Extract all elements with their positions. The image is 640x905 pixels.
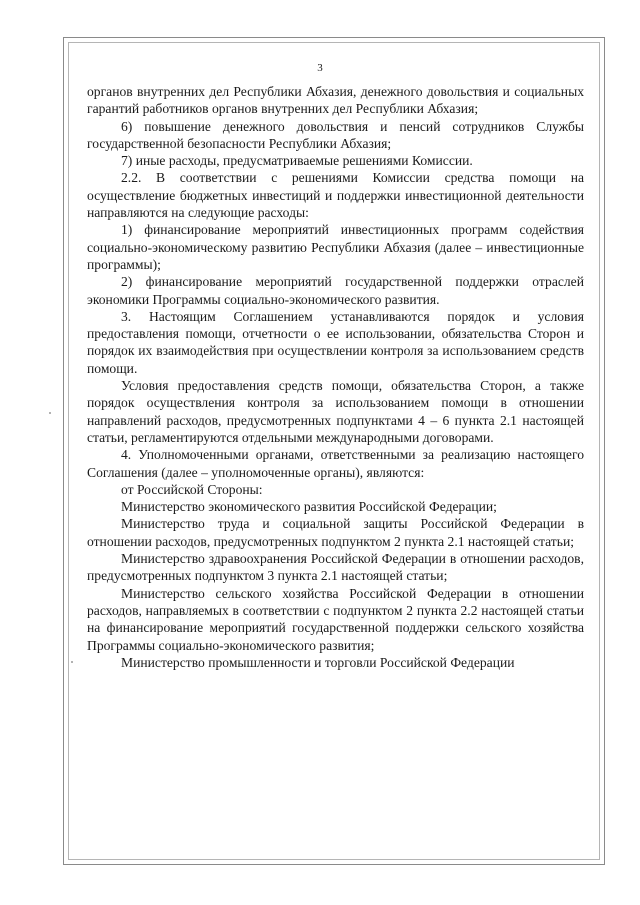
paragraph: от Российской Стороны: (121, 481, 263, 497)
paragraph: Министерство промышленности и торговли Российской Федерации (121, 654, 515, 670)
paragraph: Министерство труда и социальной защиты Российской Федерации в отношении расходов, предусмотренных подпунктом 2 пункта 2.1 настоящей статьи; (87, 516, 584, 549)
paragraph: 7) иные расходы, предусматриваемые решениями Комиссии. (121, 153, 473, 169)
page-number: 3 (317, 62, 323, 74)
paragraph: Условия предоставления средств помощи, обязательства Сторон, а также порядок осуществления контроля за использованием помощи в отношении направлений расходов, предусмотренных подпунктами 4 – 6 пункта 2.1 настоящей статьи, регламентируются отдельными международными договорами. (87, 378, 584, 445)
paragraph: Министерство здравоохранения Российской Федерации в отношении расходов, предусмотренных подпунктом 3 пункта 2.1 настоящей статьи; (87, 551, 584, 584)
paragraph: 2) финансирование мероприятий государственной поддержки отраслей экономики Программы социально-экономического развития. (87, 274, 584, 307)
scan-speck (49, 412, 51, 414)
paragraph: 2.2. В соответствии с решениями Комиссии средства помощи на осуществление бюджетных инвестиций и поддержки инвестиционной деятельности направляются на следующие расходы: (87, 170, 584, 221)
paragraph: 6) повышение денежного довольствия и пенсий сотрудников Службы государственной безопасности Республики Абхазия; (87, 118, 584, 151)
paragraph: 3. Настоящим Соглашением устанавливаются порядок и условия предоставления помощи, отчетности о ее использовании, обязательства Сторон и порядок их взаимодействия при осуществлении контроля за использованием средств помощи. (87, 308, 584, 376)
paragraph: Министерство сельского хозяйства Российской Федерации в отношении расходов, направляемых в соответствии с подпунктом 2 пункта 2.2 настоящей статьи на финансирование мероприятий государственной поддержки сельского хозяйства Программы социально-экономического развития; (87, 585, 584, 653)
paragraph: Министерство экономического развития Российской Федерации; (121, 499, 497, 515)
paragraph: 4. Уполномоченными органами, ответственными за реализацию настоящего Соглашения (далее – уполномоченные органы), являются: (87, 447, 584, 480)
paragraph: органов внутренних дел Республики Абхазия, денежного довольствия и социальных гарантий работников органов внутренних дел Республики Абхазия; (87, 84, 584, 117)
scan-speck (71, 661, 73, 663)
document-body (87, 83, 584, 671)
paragraph: 1) финансирование мероприятий инвестиционных программ содействия социально-экономическому развитию Республики Абхазия (далее – инвестиционные программы); (87, 222, 584, 272)
